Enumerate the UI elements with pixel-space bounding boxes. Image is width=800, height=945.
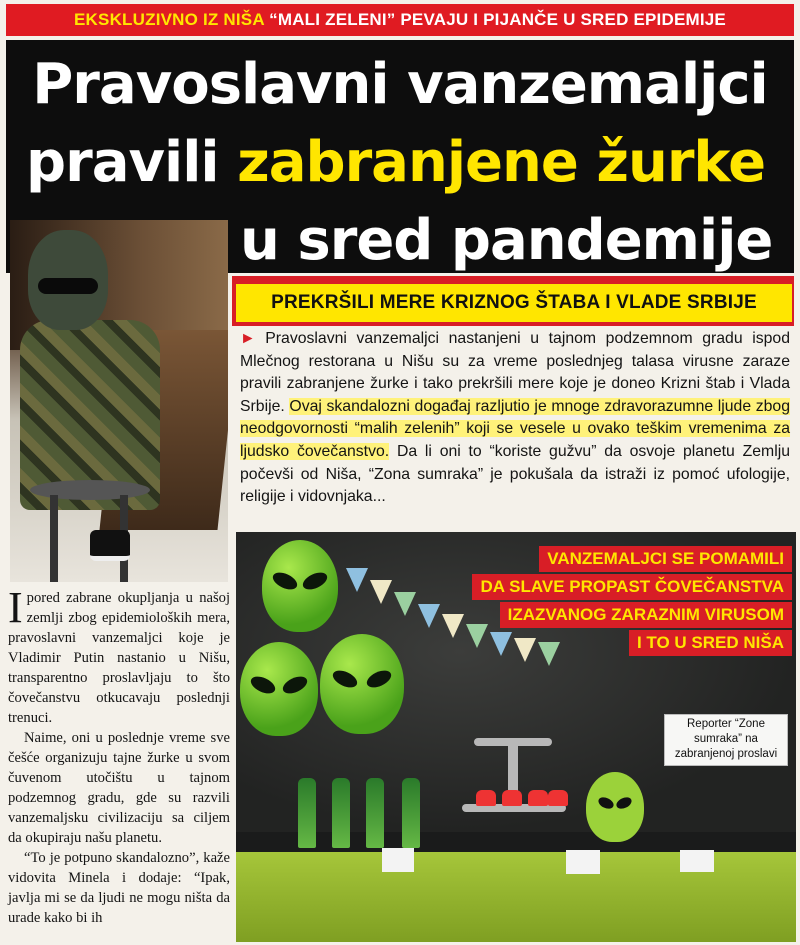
callout-line-4: I TO U SRED NIŠA: [629, 630, 792, 656]
top-banner: [6, 4, 794, 36]
headline-line-2: [26, 132, 765, 194]
photo-caption: Reporter “Zone sumraka” na zabranjenoj proslavi: [664, 714, 788, 766]
alien-balloon-icon: [240, 642, 318, 736]
body-column: [8, 583, 230, 928]
body-paragraph-1: Ipored zabrane okupljanja u našoj zemlji zbog epidemioloških mera, pravoslavni vanzemaljci koje je Vladimir Putin nastanio u Nišu, transparentno proslavljaju to što čovečanstvu otkucavaju poslednji trenuci.: [8, 583, 230, 726]
body-paragraph-2: Naime, oni u poslednje vreme sve češće organizuju tajne žurke u svom čuvenom utočištu u tajnom podzemnog gradu, gde su razvili vanzemaljsku civilizaciju sa ciljem da okupiraju našu planetu.: [8, 730, 230, 846]
lead-paragraph: [240, 328, 790, 509]
callout-line-2: DA SLAVE PROPAST ČOVEČANSTVA: [472, 574, 792, 600]
callout-line-3: IZAZVANOG ZARAZNIM VIRUSOM: [500, 602, 792, 628]
body-paragraph-3: “To je potpuno skandalozno”, kaže vidovita Minela i dodaje: “Ipak, javlja mi se da ljudi ne mogu ništa da urade kako bi ih: [8, 850, 230, 926]
lead-text-1: Pravoslavni vanzemaljci nastanjeni u tajnom podzemnom gradu ispod Mlečnog restorana u Nišu su za vreme poslednjeg talasa virusne zaraze pravili zabranjene žurke i tako prekršili mere koje je doneo Krizni štab i Vlada Srbije.: [240, 330, 790, 415]
alien-balloon-icon: [320, 634, 404, 734]
headline-line-2-yellow: zabranjene žurke: [237, 130, 766, 195]
headline-line-1: Pravoslavni vanzemaljci: [32, 52, 768, 117]
subhead-banner: [236, 284, 792, 322]
lead-text-2: Da li oni to “koriste gužvu” da osvoje planetu Zemlju počevši od Niša, “Zona sumraka” je pokušala da istraži iz pomoć ufologije, religije i vidovnjaka...: [240, 442, 791, 506]
headline-line-3: u sred pandemije: [240, 208, 773, 273]
subhead-text: PREKRŠILI MERE KRIZNOG ŠTABA I VLADE SRBIJE: [271, 292, 757, 313]
alien-balloon-icon: [262, 540, 338, 632]
headline-line-2-white: pravili: [26, 130, 219, 195]
lead-highlight: Ovaj skandalozni događaj razljutio je mnoge zdravorazumne ljude zbog neodgovornosti “malih zelenih” koji se vesele u ovako teškim vremenima za ljudsko čovečanstvo.: [240, 397, 791, 460]
top-banner-label-white: “MALI ZELENI” PEVAJU I PIJANČE U SRED EPIDEMIJE: [269, 10, 726, 29]
callout-line-1: VANZEMALJCI SE POMAMILI: [539, 546, 792, 572]
sunglasses: [38, 278, 98, 294]
drop-cap: I: [8, 583, 23, 632]
photo-callout: [480, 540, 796, 658]
top-banner-label-yellow: EKSKLUZIVNO IZ NIŠA: [74, 10, 265, 29]
alien-face-icon: [586, 772, 644, 842]
bullet-triangle-icon: ►: [240, 330, 256, 347]
alien-bar-photo: [10, 220, 228, 582]
